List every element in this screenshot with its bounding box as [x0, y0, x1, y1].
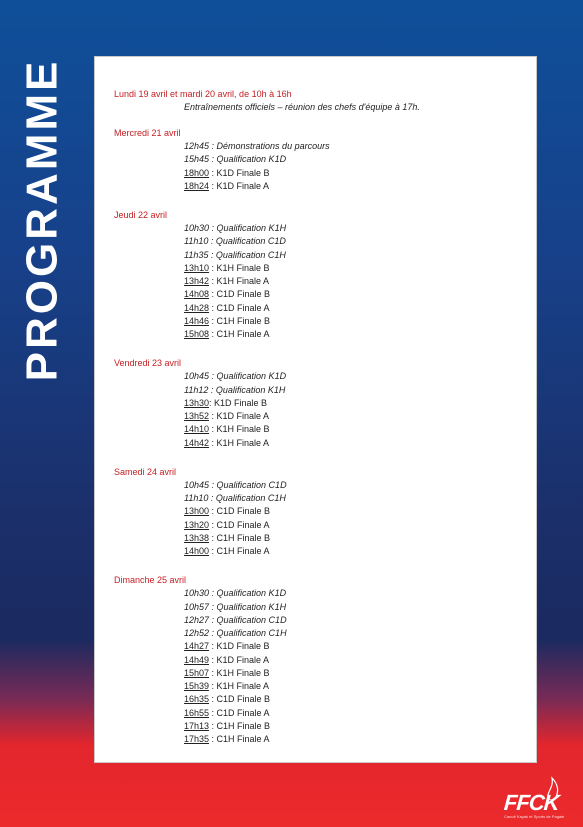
- event-label: : C1H Finale B: [209, 720, 271, 731]
- event-label: : Qualification C1H: [208, 493, 286, 503]
- event-time: 14h10: [184, 424, 210, 435]
- event-time: 18h24: [184, 180, 210, 191]
- event-time: 10h45: [184, 371, 210, 382]
- schedule-row: [114, 519, 526, 532]
- event-label: : C1D Finale B: [209, 289, 271, 300]
- event-label: : C1H Finale A: [209, 734, 270, 744]
- event-label: : Qualification C1H: [209, 628, 287, 638]
- event-time: 13h52: [184, 411, 210, 421]
- logo-letters: FFCK: [503, 790, 560, 815]
- event-label: : K1D Finale B: [209, 167, 270, 178]
- schedule-row: [114, 140, 526, 153]
- event-time: 14h00: [184, 546, 210, 556]
- programme-sheet: [94, 56, 537, 763]
- schedule-row: [114, 167, 526, 180]
- event-time: 13h00: [184, 506, 210, 517]
- event-time: 14h46: [184, 315, 210, 326]
- event-label: : C1H Finale A: [209, 329, 270, 339]
- event-time: 16h55: [184, 707, 210, 718]
- event-label: : Qualification C1D: [209, 479, 287, 490]
- event-label: : K1D Finale B: [209, 397, 268, 408]
- day-heading: Vendredi 23 avril: [114, 358, 182, 369]
- schedule-row: [114, 587, 526, 600]
- schedule-row: [114, 614, 526, 627]
- schedule-row: [114, 423, 526, 436]
- event-time: 13h20: [184, 519, 210, 530]
- event-time: 10h30: [184, 223, 210, 233]
- day-heading: Samedi 24 avril: [114, 466, 177, 477]
- schedule-row: [114, 627, 526, 640]
- programme-heading: PROGRAMME: [17, 58, 66, 382]
- schedule-row: [114, 262, 526, 275]
- event-time: 10h30: [184, 588, 210, 599]
- day-heading: Dimanche 25 avril: [114, 575, 187, 586]
- schedule-row: [114, 479, 526, 492]
- event-label: : Qualification K1H: [208, 384, 286, 395]
- schedule-row: [114, 315, 526, 328]
- schedule-row: [114, 235, 526, 248]
- event-label: : C1H Finale A: [209, 546, 270, 556]
- event-time: 11h10: [184, 236, 209, 247]
- event-label: : K1H Finale A: [209, 681, 270, 691]
- event-label: : Démonstrations du parcours: [209, 141, 330, 151]
- event-time: 12h27: [184, 614, 210, 625]
- schedule-row: [114, 640, 526, 653]
- event-label: : Qualification K1D: [209, 588, 287, 599]
- logo-tagline: Canoë Kayak et Sports de Pagaie: [504, 814, 565, 819]
- event-label: : C1D Finale A: [209, 519, 270, 530]
- event-time: 15h08: [184, 329, 210, 339]
- schedule-row: [114, 180, 526, 193]
- event-label: : K1H Finale B: [209, 262, 270, 273]
- schedule-row: [114, 680, 526, 693]
- schedule-row: [114, 222, 526, 235]
- day-heading: Jeudi 22 avril: [114, 210, 168, 220]
- event-time: 14h08: [184, 289, 210, 300]
- event-time: 12h45: [184, 141, 210, 151]
- event-time: 11h35: [184, 249, 209, 260]
- event-time: 13h38: [184, 532, 210, 543]
- day-heading: Mercredi 21 avril: [114, 128, 181, 138]
- event-time: 15h45: [184, 154, 210, 165]
- event-time: 11h12: [184, 384, 209, 395]
- schedule-row: [114, 397, 526, 410]
- event-label: : K1H Finale B: [209, 424, 270, 435]
- schedule-row: [114, 249, 526, 262]
- event-time: 13h30: [184, 397, 210, 408]
- schedule-row: [114, 437, 526, 450]
- event-label: : Qualification K1D: [209, 371, 287, 382]
- event-label: : C1D Finale B: [209, 694, 271, 705]
- event-time: 14h42: [184, 437, 210, 448]
- schedule-row: [114, 275, 526, 288]
- schedule-row: [114, 601, 526, 614]
- event-label: : C1H Finale B: [209, 315, 271, 326]
- event-label: : K1D Finale A: [209, 180, 270, 191]
- event-label: : K1D Finale B: [209, 641, 270, 652]
- event-label: : Qualification K1H: [209, 601, 287, 612]
- event-label: : K1H Finale A: [209, 437, 270, 448]
- event-label: : K1D Finale A: [209, 411, 270, 421]
- schedule-row: [114, 302, 526, 315]
- schedule-row: [114, 693, 526, 706]
- intro-note: Entraînements officiels – réunion des chefs d'équipe à 17h.: [184, 102, 420, 112]
- event-label: : Qualification C1H: [208, 249, 286, 260]
- schedule-row: [114, 505, 526, 518]
- event-label: : K1D Finale A: [209, 654, 270, 665]
- event-label: : Qualification K1D: [209, 154, 287, 165]
- schedule-row: [114, 288, 526, 301]
- side-title: [17, 58, 66, 382]
- event-label: : Qualification C1D: [208, 236, 286, 247]
- event-label: : Qualification C1D: [209, 614, 287, 625]
- schedule-row: [114, 384, 526, 397]
- event-label: : K1H Finale A: [209, 276, 270, 286]
- schedule-row: [114, 492, 526, 505]
- schedule-row: [114, 153, 526, 166]
- event-time: 14h49: [184, 654, 210, 665]
- schedule-row: [114, 328, 526, 341]
- event-time: 17h35: [184, 734, 210, 744]
- schedule-row: [114, 667, 526, 680]
- schedule-row: [114, 410, 526, 423]
- event-label: : C1D Finale B: [209, 506, 271, 517]
- event-label: : C1D Finale A: [209, 707, 270, 718]
- event-time: 10h45: [184, 479, 210, 490]
- event-time: 17h13: [184, 720, 210, 731]
- intro-block: [114, 88, 526, 114]
- schedule-row: [114, 370, 526, 383]
- schedule-row: [114, 532, 526, 545]
- ffck-logo: [500, 784, 572, 820]
- event-label: : C1D Finale A: [209, 302, 270, 313]
- event-label: : C1H Finale B: [209, 532, 271, 543]
- event-time: 14h27: [184, 641, 210, 652]
- event-time: 18h00: [184, 167, 210, 178]
- day-block: [114, 466, 526, 559]
- schedule-row: [114, 733, 526, 746]
- event-time: 13h42: [184, 276, 210, 286]
- event-time: 12h52: [184, 628, 210, 638]
- day-block: [114, 574, 526, 746]
- event-time: 13h10: [184, 262, 210, 273]
- schedule-row: [114, 545, 526, 558]
- day-block: [114, 127, 526, 193]
- schedule-row: [114, 720, 526, 733]
- event-label: : K1H Finale B: [209, 667, 270, 678]
- event-time: 14h28: [184, 302, 210, 313]
- intro-heading: Lundi 19 avril et mardi 20 avril, de 10h à 16h: [114, 89, 292, 99]
- event-time: 15h39: [184, 681, 210, 691]
- schedule-row: [114, 654, 526, 667]
- event-time: 15h07: [184, 667, 210, 678]
- event-time: 16h35: [184, 694, 210, 705]
- day-block: [114, 357, 526, 450]
- event-time: 10h57: [184, 601, 210, 612]
- schedule-content: [114, 88, 526, 762]
- schedule-row: [114, 707, 526, 720]
- event-label: : Qualification K1H: [209, 223, 287, 233]
- event-time: 11h10: [184, 493, 209, 503]
- day-block: [114, 209, 526, 341]
